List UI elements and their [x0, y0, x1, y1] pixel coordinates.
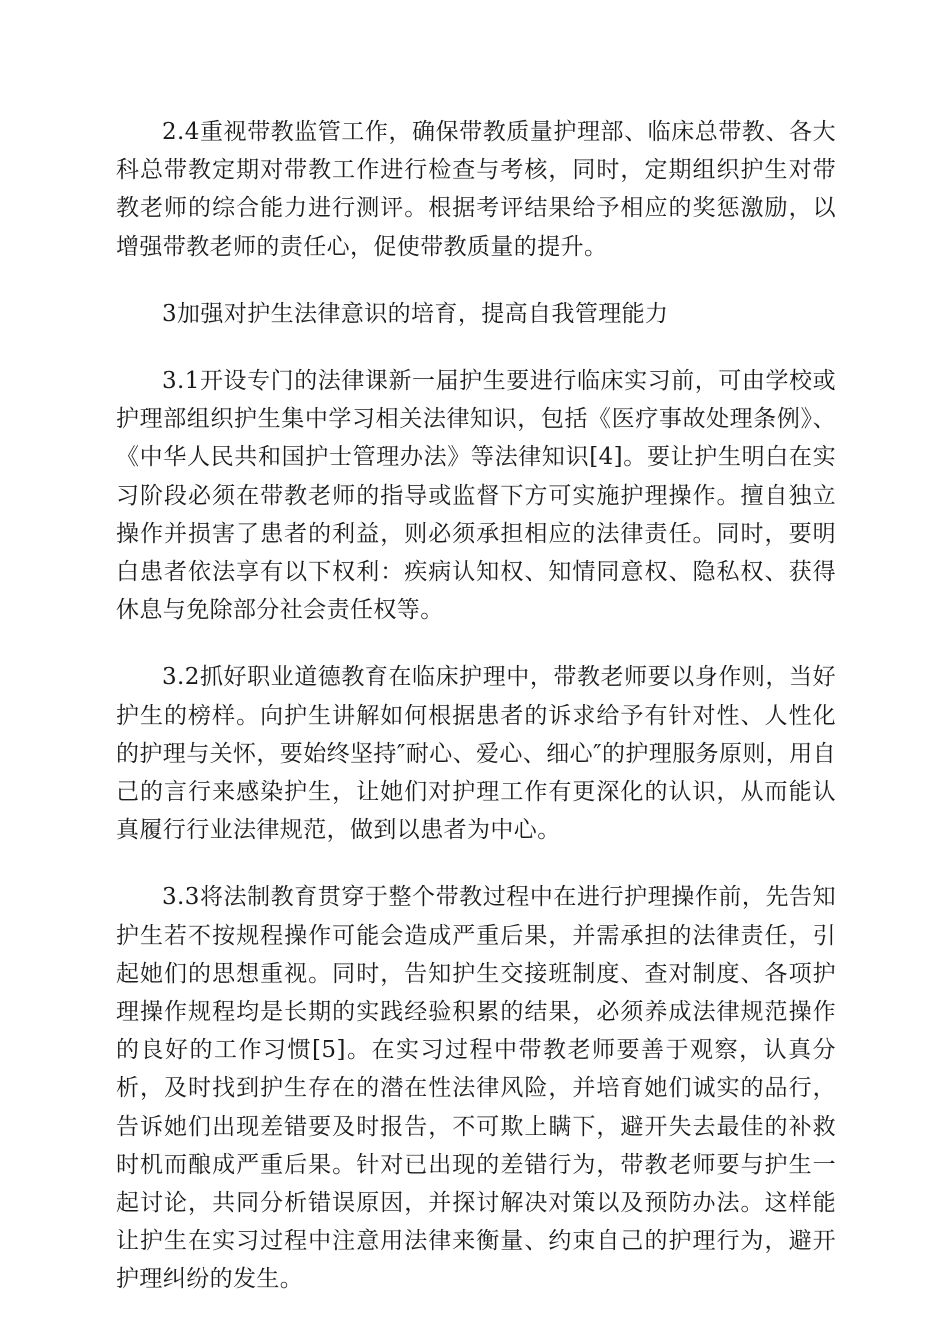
paragraph-3-3: 3.3将法制教育贯穿于整个带教过程中在进行护理操作前，先告知护生若不按规程操作可能会造成严重后果，并需承担的法律责任，引起她们的思想重视。同时，告知护生交接班制度、查对制度、各项护理操作规程均是长期的实践经验积累的结果，必须养成法律规范操作的良好的工作习惯[5]。在实习过程中带教老师要善于观察，认真分析，及时找到护生存在的潜在性法律风险，并培育她们诚实的品行，告诉她们出现差错要及时报告，不可欺上瞒下，避开失去最佳的补救时机而酿成严重后果。针对已出现的差错行为，带教老师要与护生一起讨论，共同分析错误原因，并探讨解决对策以及预防办法。这样能让护生在实习过程中注意用法律来衡量、约束自己的护理行为，避开护理纠纷的发生。	[116, 884, 836, 1293]
paragraph-3-2: 3.2抓好职业道德教育在临床护理中，带教老师要以身作则，当好护生的榜样。向护生讲解如何根据患者的诉求给予有针对性、人性化的护理与关怀，要始终坚持″耐心、爱心、细心″的护理服务原则，用自己的言行来感染护生，让她们对护理工作有更深化的认识，从而能认真履行行业法律规范，做到以患者为中心。	[116, 664, 836, 844]
paragraph-3-1: 3.1开设专门的法律课新一届护生要进行临床实习前，可由学校或护理部组织护生集中学习相关法律知识，包括《医疗事故处理条例》、《中华人民共和国护士管理办法》等法律知识[4]。要让护生明白在实习阶段必须在带教老师的指导或监督下方可实施护理操作。擅自独立操作并损害了患者的利益，则必须承担相应的法律责任。同时，要明白患者依法享有以下权利：疾病认知权、知情同意权、隐私权、获得休息与免除部分社会责任权等。	[116, 368, 836, 624]
section-heading-3: 3加强对护生法律意识的培育，提高自我管理能力	[162, 300, 669, 327]
document-body	[116, 113, 836, 1328]
paragraph-2-4: 2.4重视带教监管工作，确保带教质量护理部、临床总带教、各大科总带教定期对带教工作进行检查与考核，同时，定期组织护生对带教老师的综合能力进行测评。根据考评结果给予相应的奖惩激励，以增强带教老师的责任心，促使带教质量的提升。	[116, 119, 836, 260]
